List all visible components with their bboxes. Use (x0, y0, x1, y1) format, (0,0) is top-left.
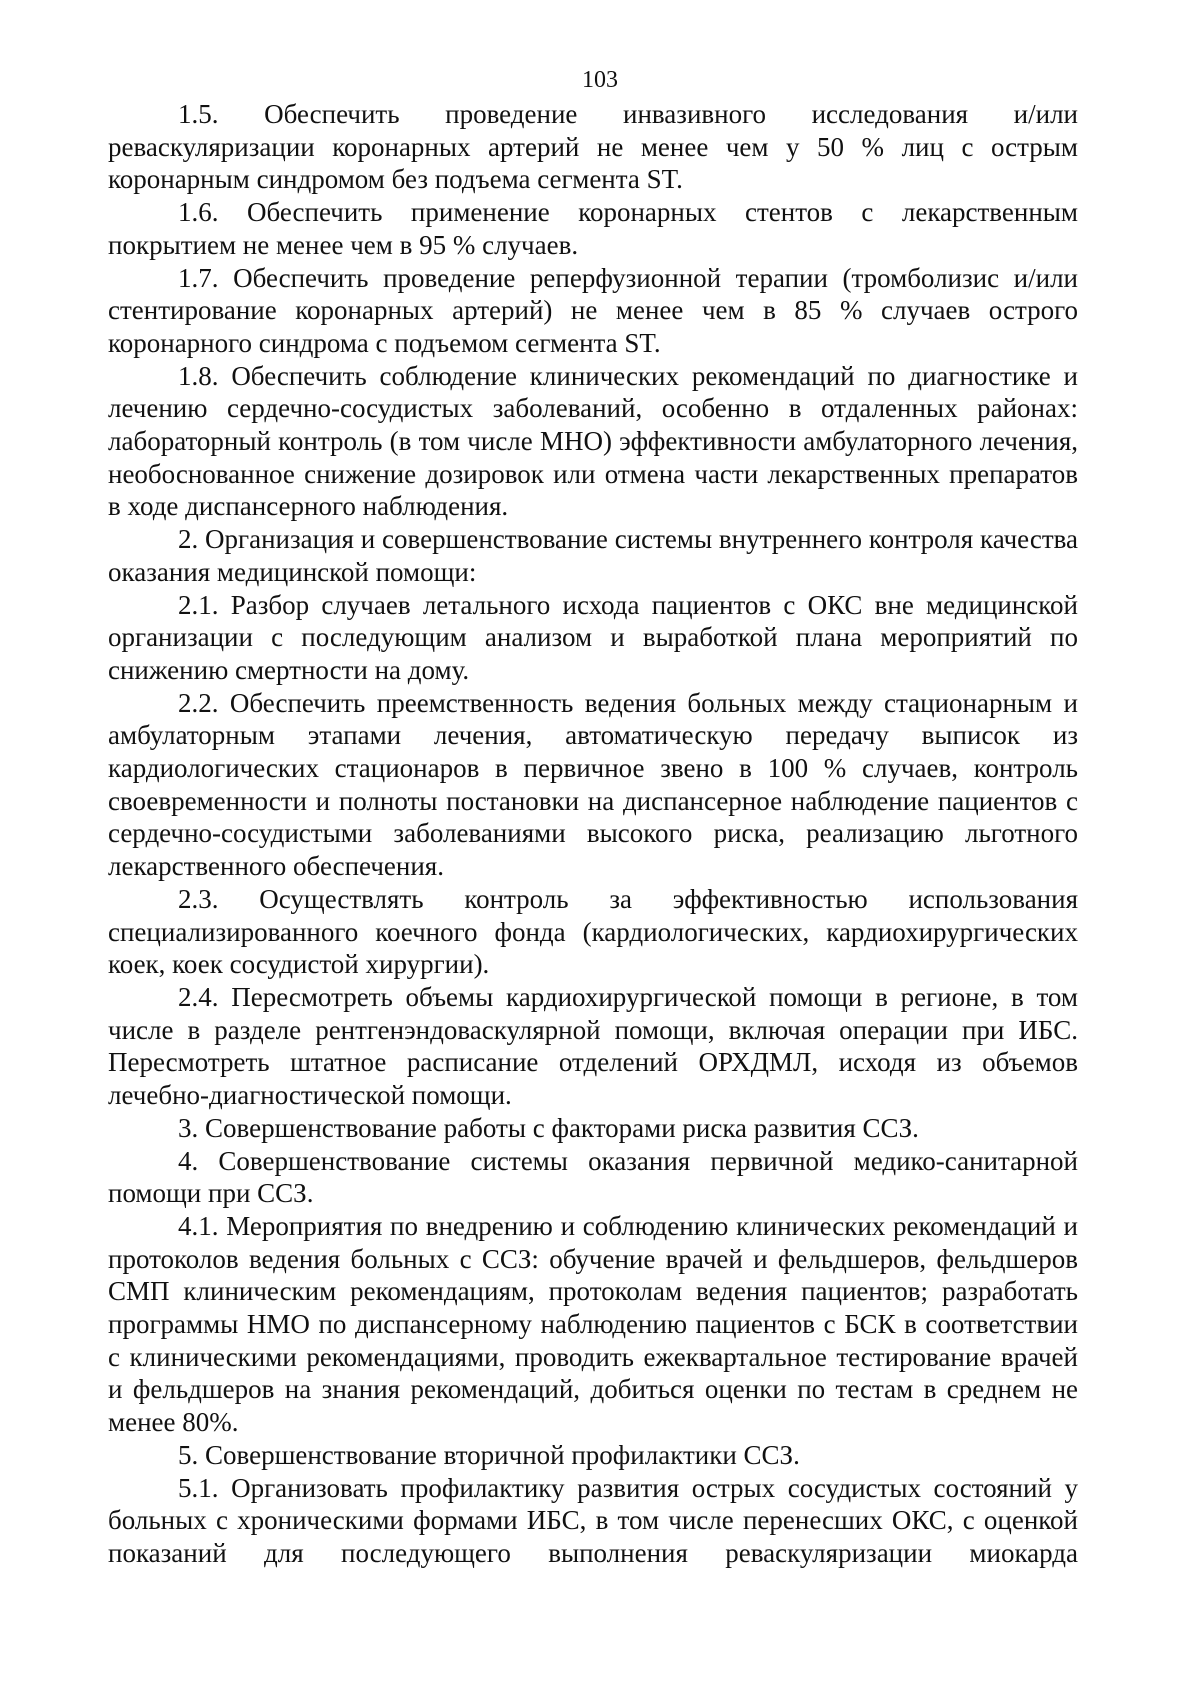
paragraph-2: 2. Организация и совершенствование системы внутреннего контроля качества оказания медицинской помощи: (108, 524, 1078, 587)
paragraph-4-1: 4.1. Мероприятия по внедрению и соблюдению клинических рекомендаций и протоколов ведения больных с ССЗ: обучение врачей и фельдшеров, фельдшеров СМП клиническим рекомендациям, протоколам ведения пациентов; разработать программы НМО по диспансерному наблюдению пациентов с БСК в соответствии с клиническими рекомендациями, проводить ежеквартальное тестирование врачей и фельдшеров на знания рекомендаций, добиться оценки по тестам в среднем не менее 80%. (108, 1210, 1078, 1438)
paragraph-4: 4. Совершенствование системы оказания первичной медико-санитарной помощи при ССЗ. (108, 1145, 1078, 1209)
paragraph-5: 5. Совершенствование вторичной профилактики ССЗ. (178, 1439, 800, 1470)
paragraph-2-4: 2.4. Пересмотреть объемы кардиохирургической помощи в регионе, в том числе в разделе рентгенэндоваскулярной помощи, включая операции при ИБС. Пересмотреть штатное расписание отделений ОРХДМЛ, исходя из объемов лечебно-диагностической помощи. (108, 981, 1078, 1111)
paragraph-1-8: 1.8. Обеспечить соблюдение клинических рекомендаций по диагностике и лечению сердечно-сосудистых заболеваний, особенно в отдаленных районах: лабораторный контроль (в том числе МНО) эффективности амбулаторного лечения, необоснованное снижение дозировок или отмена части лекарственных препаратов в ходе диспансерного наблюдения. (108, 360, 1078, 522)
paragraph-1-5: 1.5. Обеспечить проведение инвазивного исследования и/или реваскуляризации коронарных артерий не менее чем у 50 % лиц с острым коронарным синдромом без подъема сегмента ST. (108, 99, 1078, 195)
paragraph-5-1: 5.1. Организовать профилактику развития острых сосудистых состояний у больных с хроническими формами ИБС, в том числе перенесших ОКС, с оценкой показаний для последующего выполнения реваскуляризации миокарда (108, 1472, 1078, 1568)
paragraph-2-2: 2.2. Обеспечить преемственность ведения больных между стационарным и амбулаторным этапами лечения, автоматическую передачу выписок из кардиологических стационаров в первичное звено в 100 % случаев, контроль своевременности и полноты постановки на диспансерное наблюдение пациентов с сердечно-сосудистыми заболеваниями высокого риска, реализацию льготного лекарственного обеспечения. (108, 687, 1078, 882)
paragraph-1-6: 1.6. Обеспечить применение коронарных стентов с лекарственным покрытием не менее чем в 95 % случаев. (108, 197, 1078, 260)
paragraph-2-1: 2.1. Разбор случаев летального исхода пациентов с ОКС вне медицинской организации с последующим анализом и выработкой плана мероприятий по снижению смертности на дому. (108, 589, 1078, 685)
paragraph-2-3: 2.3. Осуществлять контроль за эффективностью использования специализированного коечного фонда (кардиологических, кардиохирургических коек, коек сосудистой хирургии). (108, 883, 1078, 980)
paragraph-3: 3. Совершенствование работы с факторами риска развития ССЗ. (178, 1112, 919, 1143)
page-number: 103 (582, 67, 618, 93)
paragraph-1-7: 1.7. Обеспечить проведение реперфузионной терапии (тромболизис и/или стентирование коронарных артерий) не менее чем в 85 % случаев острого коронарного синдрома с подъемом сегмента ST. (108, 262, 1078, 358)
document-body (108, 98, 1078, 1570)
